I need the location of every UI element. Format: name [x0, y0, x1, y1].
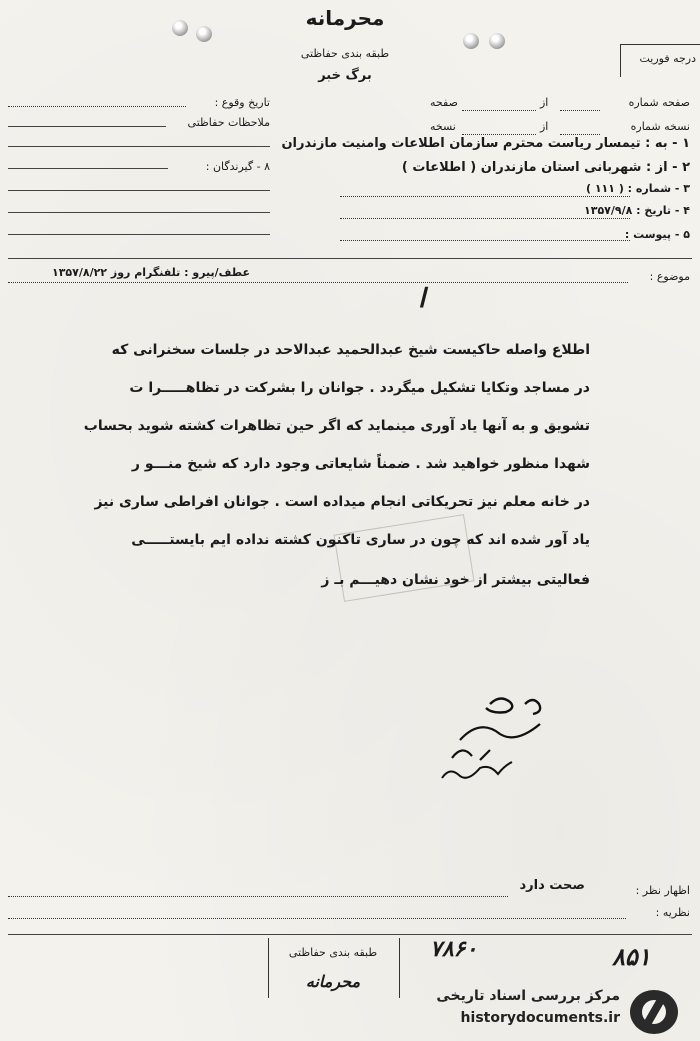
page-title: محرمانه [305, 6, 385, 30]
body-line: در مساجد وتکایا تشکیل میگردد . جوانان را بشرکت در تظاهـــــرا ت [129, 380, 590, 396]
faint-stamp [333, 514, 474, 602]
body-line: اطلاع واصله حاکیست شیخ عبدالحمید عبدالاحد در جلسات سخنرانی که [111, 342, 590, 358]
footer-classification-label: طبقه بندی حفاظتی [288, 946, 378, 959]
copy-label: نسخه [430, 120, 456, 133]
footer-classification-value: محرمانه [305, 972, 361, 991]
security-notes-label: ملاحظات حفاظتی [187, 116, 270, 129]
item-to: ۱ - به : تیمسار ریاست محترم سازمان اطلاعات وامنیت مازندران [281, 136, 690, 151]
subject-reference: عطف/پیرو : تلفنگرام روز ۱۳۵۷/۸/۲۲ [51, 266, 250, 279]
punch-hole-icon [463, 33, 479, 49]
watermark-logo-icon [630, 990, 678, 1034]
classification-label: طبقه بندی حفاظتی [300, 47, 390, 60]
source-opinion-label: اظهار نظر : [635, 884, 690, 897]
body-line: شهدا منظور خواهید شد . ضمناً شایعاتی وجود دارد که شیخ منـــو ر [131, 456, 590, 472]
body-line: یاد آور شده اند که چون در ساری تاکنون کشته نداده ایم بایستـــــی [131, 532, 590, 548]
punch-hole-icon [196, 26, 212, 42]
watermark-site: historydocuments.ir [460, 1010, 620, 1026]
page-label: صفحه [430, 96, 458, 109]
page-mark: ۸۵۱ [612, 942, 651, 971]
date-of-occurrence-label: تاریخ وقوع : [214, 96, 270, 109]
punch-hole-icon [489, 33, 505, 49]
of-label: از [540, 96, 549, 109]
body-line: فعالیتی بیشتر از خود نشان دهیـــم بـ ز [321, 572, 590, 588]
urgency-label: درجه فوریت [639, 52, 696, 65]
of-label: از [540, 120, 549, 133]
recipients-label: ۸ - گیرندگان : [205, 160, 270, 173]
copy-number-label: نسخه شماره [630, 120, 690, 133]
item-attachment: ۵ - پیوست : [624, 228, 690, 241]
document-number: ۷۸۶۰ [430, 936, 478, 962]
body-line: در خانه معلم نیز تحریکاتی انجام میداده است . جوانان افراطی ساری نیز [94, 494, 590, 510]
subject-label: موضوع : [649, 270, 690, 283]
source-opinion-value: صحت دارد [519, 878, 585, 893]
body-line: تشویق و به آنها یاد آوری مینماید که اگر حین تظاهرات کشته شوید بحساب [83, 418, 590, 434]
watermark-org: مرکز بررسی اسناد تاریخی [436, 988, 620, 1004]
handwritten-mark: ا [418, 284, 426, 314]
opinion-label: نظریه : [655, 906, 690, 919]
item-number: ۳ - شماره : ( ۱۱۱ ) [585, 182, 690, 195]
form-name: برگ خبر [318, 68, 372, 83]
item-date: ۴ - تاریخ : ۱۳۵۷/۹/۸ [584, 204, 690, 217]
page-number-label: صفحه شماره [628, 96, 690, 109]
punch-hole-icon [172, 20, 188, 36]
handwritten-signature [430, 680, 570, 790]
item-from: ۲ - از : شهربانی استان مازندران ( اطلاعات ) [401, 160, 690, 175]
